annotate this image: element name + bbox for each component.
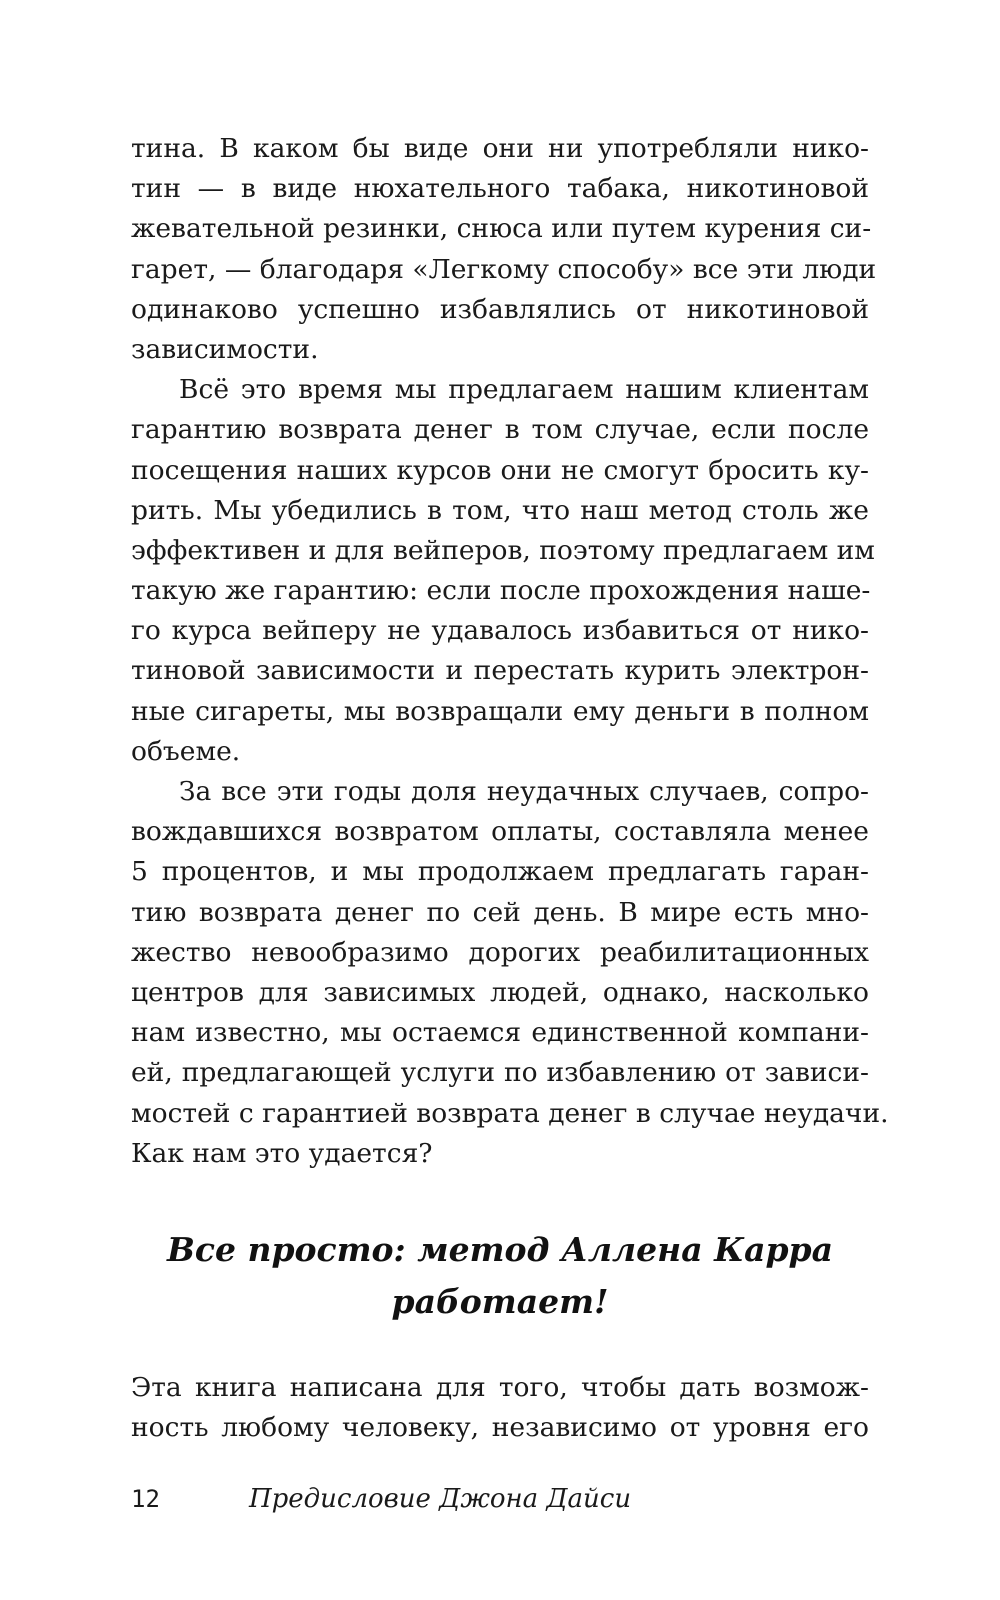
heading-line: Все просто: метод Аллена Карра [166, 1229, 833, 1269]
text-line: 5 процентов, и мы продолжаем предлагать гаран- [131, 856, 869, 888]
text-line: жество невообразимо дорогих реабилитационных [131, 936, 869, 968]
text-line: тин — в виде нюхательного табака, никотиновой [131, 173, 869, 205]
text-line: го курса вейперу не удавалось избавиться от нико- [131, 615, 869, 647]
text-line: тию возврата денег по сей день. В мире есть мно- [131, 896, 869, 928]
text-line: такую же гарантию: если после прохождения наше- [131, 575, 871, 607]
text-line: объеме. [131, 735, 241, 767]
text-line: тиновой зависимости и перестать курить электрон- [131, 655, 869, 687]
page-number: 12 [131, 1485, 160, 1513]
page-footer [131, 1484, 631, 1514]
section-heading [131, 1224, 869, 1328]
text-line: зависимости. [131, 333, 319, 365]
text-line: гарет, — благодаря «Легкому способу» все эти люди [131, 253, 877, 285]
text-line: ей, предлагающей услуги по избавлению от зависи- [131, 1057, 869, 1089]
text-line: Всё это время мы предлагаем нашим клиентам [179, 374, 869, 406]
heading-line: работает! [391, 1281, 609, 1321]
text-line: вождавшихся возвратом оплаты, составляла менее [131, 816, 869, 848]
text-line: Как нам это удается? [131, 1137, 433, 1169]
text-line: посещения наших курсов они не смогут бросить ку- [131, 454, 869, 486]
text-line: нам известно, мы остаемся единственной компани- [131, 1017, 869, 1049]
text-line: ные сигареты, мы возвращали ему деньги в полном [131, 695, 869, 727]
text-line: рить. Мы убедились в том, что наш метод столь же [131, 494, 869, 526]
text-line: мостей с гарантией возврата денег в случае неудачи. [131, 1097, 889, 1129]
text-line: центров для зависимых людей, однако, насколько [131, 976, 869, 1008]
text-line: гарантию возврата денег в том случае, если после [131, 414, 869, 446]
paragraph-3 [131, 772, 889, 1174]
paragraph-2 [131, 370, 875, 772]
text-line: эффективен и для вейперов, поэтому предлагаем им [131, 534, 875, 566]
text-line: одинаково успешно избавлялись от никотиновой [131, 293, 869, 325]
text-line: За все эти годы доля неудачных случаев, сопро- [179, 776, 869, 807]
text-line: жевательной резинки, снюса или путем курения си- [131, 213, 872, 245]
page-body [131, 129, 889, 1448]
running-title: Предисловие Джона Дайси [248, 1484, 632, 1514]
text-line: тина. В каком бы виде они ни употребляли нико- [131, 133, 869, 164]
closing-paragraph [131, 1368, 869, 1448]
paragraph-1 [131, 129, 877, 370]
text-line: Эта книга написана для того, чтобы дать возмож- [131, 1371, 869, 1403]
text-line: ность любому человеку, независимо от уровня его [131, 1412, 869, 1444]
